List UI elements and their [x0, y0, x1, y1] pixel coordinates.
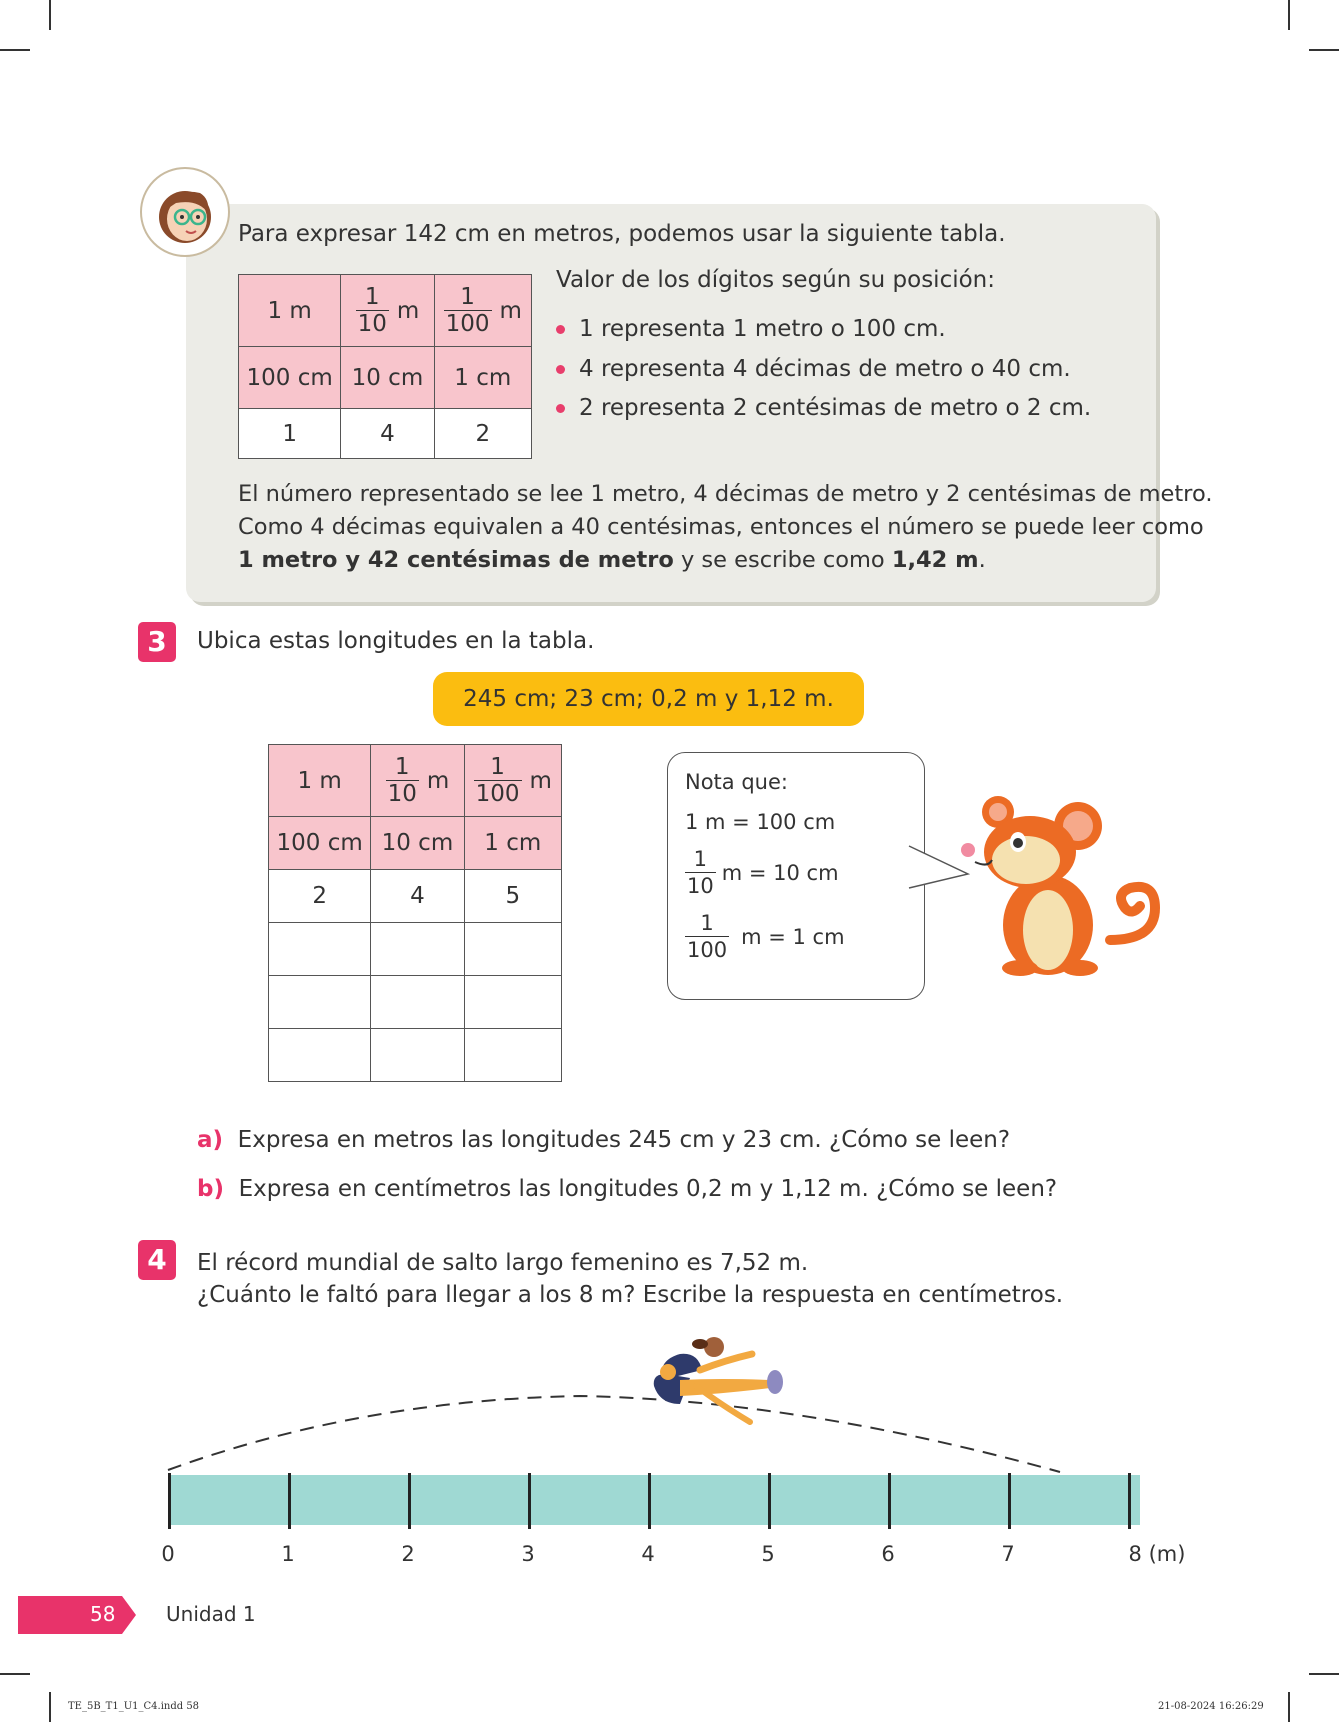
- ruler-tick: [888, 1473, 891, 1529]
- page-number: 58: [90, 1602, 116, 1626]
- bullet-icon: [556, 365, 565, 374]
- answer-cell[interactable]: [371, 976, 464, 1029]
- bullet-item: [556, 313, 946, 346]
- ruler-tick: [528, 1473, 531, 1529]
- answer-cell[interactable]: [269, 923, 371, 976]
- ruler-label: 4: [641, 1542, 655, 1566]
- question-text: Expresa en centímetros las longitudes 0,2 m y 1,12 m. ¿Cómo se leen?: [238, 1176, 1058, 1202]
- cm-cell: 10 cm: [341, 347, 434, 409]
- explanation-line2: Como 4 décimas equivalen a 40 centésimas, entonces el número se puede leer como: [238, 514, 1204, 540]
- frac-num: 1: [685, 910, 729, 937]
- activity-number-4: 4: [138, 1240, 176, 1280]
- teacher-avatar: [140, 167, 230, 257]
- unit-m: m: [529, 767, 552, 794]
- question-b: [197, 1173, 1057, 1206]
- question-label: a): [197, 1127, 224, 1153]
- answer-cell[interactable]: 4: [371, 870, 464, 923]
- crop-mark: [49, 0, 51, 30]
- ruler-tick: [288, 1473, 291, 1529]
- file-slug: TE_5B_T1_U1_C4.indd 58: [68, 1701, 200, 1712]
- unit-label: Unidad 1: [166, 1602, 256, 1626]
- activity-number-3: 3: [138, 622, 176, 662]
- place-value-table-intro: [238, 274, 532, 459]
- ruler-label: 2: [401, 1542, 415, 1566]
- ruler-label: 6: [881, 1542, 895, 1566]
- bullet-icon: [556, 325, 565, 334]
- cm-cell: 100 cm: [239, 347, 341, 409]
- frac-num: 1: [444, 284, 492, 311]
- answer-cell[interactable]: [269, 1029, 371, 1082]
- answer-cell[interactable]: [371, 1029, 464, 1082]
- unit-m: m: [426, 767, 450, 794]
- athlete-jumper-icon: [640, 1334, 790, 1426]
- cm-cell: 1 cm: [434, 347, 531, 409]
- ruler-tick: [408, 1473, 411, 1529]
- ruler-label: 7: [1001, 1542, 1015, 1566]
- answer-cell[interactable]: [269, 976, 371, 1029]
- header-tenth: [341, 275, 434, 347]
- lengths-pill: 245 cm; 23 cm; 0,2 m y 1,12 m.: [433, 672, 864, 726]
- note-line3-text: m = 1 cm: [741, 924, 845, 949]
- cm-cell: 1 cm: [464, 817, 561, 870]
- question-label: b): [197, 1176, 224, 1202]
- bullet-icon: [556, 404, 565, 413]
- bullet-item: [556, 392, 1091, 425]
- frac-num: 1: [356, 284, 389, 311]
- header-hundredth: [434, 275, 531, 347]
- digit-cell: 4: [341, 409, 434, 459]
- crop-mark: [0, 49, 30, 51]
- question-text: Expresa en metros las longitudes 245 cm y 23 cm. ¿Cómo se leen?: [237, 1127, 1011, 1153]
- answer-cell[interactable]: [464, 976, 561, 1029]
- frac-den: 100: [687, 938, 728, 962]
- note-line3: [685, 910, 845, 963]
- digit-cell: 2: [434, 409, 531, 459]
- unit-m: m: [499, 297, 522, 324]
- ruler-label: 5: [761, 1542, 775, 1566]
- activity3-instruction: Ubica estas longitudes en la tabla.: [197, 628, 595, 654]
- crop-mark: [49, 1692, 51, 1722]
- jump-arc: [160, 1380, 1080, 1480]
- explanation-end: .: [978, 547, 986, 573]
- answer-cell[interactable]: 2: [269, 870, 371, 923]
- ruler-tick: [1008, 1473, 1011, 1529]
- frac-den: 10: [387, 781, 417, 807]
- crop-mark: [1288, 1692, 1290, 1722]
- note-line2-text: m = 10 cm: [721, 860, 839, 885]
- crop-mark: [1309, 49, 1339, 51]
- cm-cell: 10 cm: [371, 817, 464, 870]
- frac-den: 10: [357, 311, 387, 337]
- frac-num: 1: [386, 754, 419, 781]
- frac-num: 1: [474, 754, 522, 781]
- activity4-line1: El récord mundial de salto largo femenino es 7,52 m.: [197, 1250, 809, 1276]
- ruler-tick: [648, 1473, 651, 1529]
- crop-mark: [0, 1673, 30, 1675]
- crop-mark: [1309, 1673, 1339, 1675]
- activity4-line2: ¿Cuánto le faltó para llegar a los 8 m? Escribe la respuesta en centímetros.: [197, 1282, 1064, 1308]
- digit-cell: 1: [239, 409, 341, 459]
- ruler-tick: [768, 1473, 771, 1529]
- header-1m: 1 m: [269, 745, 371, 817]
- frac-den: 10: [687, 874, 714, 898]
- ruler-label: 8 (m): [1128, 1542, 1186, 1566]
- ruler-tick: [168, 1473, 171, 1529]
- ruler-label: 0: [161, 1542, 175, 1566]
- header-hundredth: [464, 745, 561, 817]
- header-1m: 1 m: [239, 275, 341, 347]
- frac-den: 100: [445, 311, 490, 337]
- frac-den: 100: [475, 781, 520, 807]
- place-value-table-activity: [268, 744, 562, 1082]
- print-timestamp: 21-08-2024 16:26:29: [1158, 1701, 1264, 1712]
- header-tenth: [371, 745, 464, 817]
- unit-m: m: [396, 297, 420, 324]
- question-a: [197, 1124, 1010, 1157]
- note-line2: [685, 846, 839, 899]
- answer-cell[interactable]: [464, 923, 561, 976]
- frac-num: 1: [685, 846, 716, 873]
- bullet-text: 1 representa 1 metro o 100 cm.: [579, 316, 946, 342]
- intro-sentence: Para expresar 142 cm en metros, podemos usar la siguiente tabla.: [238, 221, 1006, 247]
- explanation-mid: y se escribe como: [673, 547, 892, 573]
- answer-cell[interactable]: 5: [464, 870, 561, 923]
- ruler-tick: [1128, 1473, 1131, 1529]
- explanation-line3: [238, 544, 986, 577]
- bullet-text: 2 representa 2 centésimas de metro o 2 cm.: [579, 395, 1092, 421]
- note-title: Nota que:: [685, 770, 788, 794]
- cm-cell: 100 cm: [269, 817, 371, 870]
- ruler-label: 1: [281, 1542, 295, 1566]
- explanation-line1: El número representado se lee 1 metro, 4 décimas de metro y 2 centésimas de metro.: [238, 481, 1213, 507]
- page-number-badge: [18, 1596, 136, 1634]
- answer-cell[interactable]: [464, 1029, 561, 1082]
- explanation-bold-value: 1,42 m: [891, 547, 979, 573]
- ruler-label: 3: [521, 1542, 535, 1566]
- bullet-text: 4 representa 4 décimas de metro o 40 cm.: [579, 356, 1071, 382]
- note-line1: 1 m = 100 cm: [685, 810, 836, 834]
- mouse-mascot-icon: [960, 790, 1160, 982]
- crop-mark: [1288, 0, 1290, 30]
- bullet-item: [556, 353, 1071, 386]
- answer-cell[interactable]: [371, 923, 464, 976]
- values-title: Valor de los dígitos según su posición:: [556, 267, 995, 293]
- ruler-bar: [168, 1475, 1140, 1525]
- explanation-bold-reading: 1 metro y 42 centésimas de metro: [238, 547, 674, 573]
